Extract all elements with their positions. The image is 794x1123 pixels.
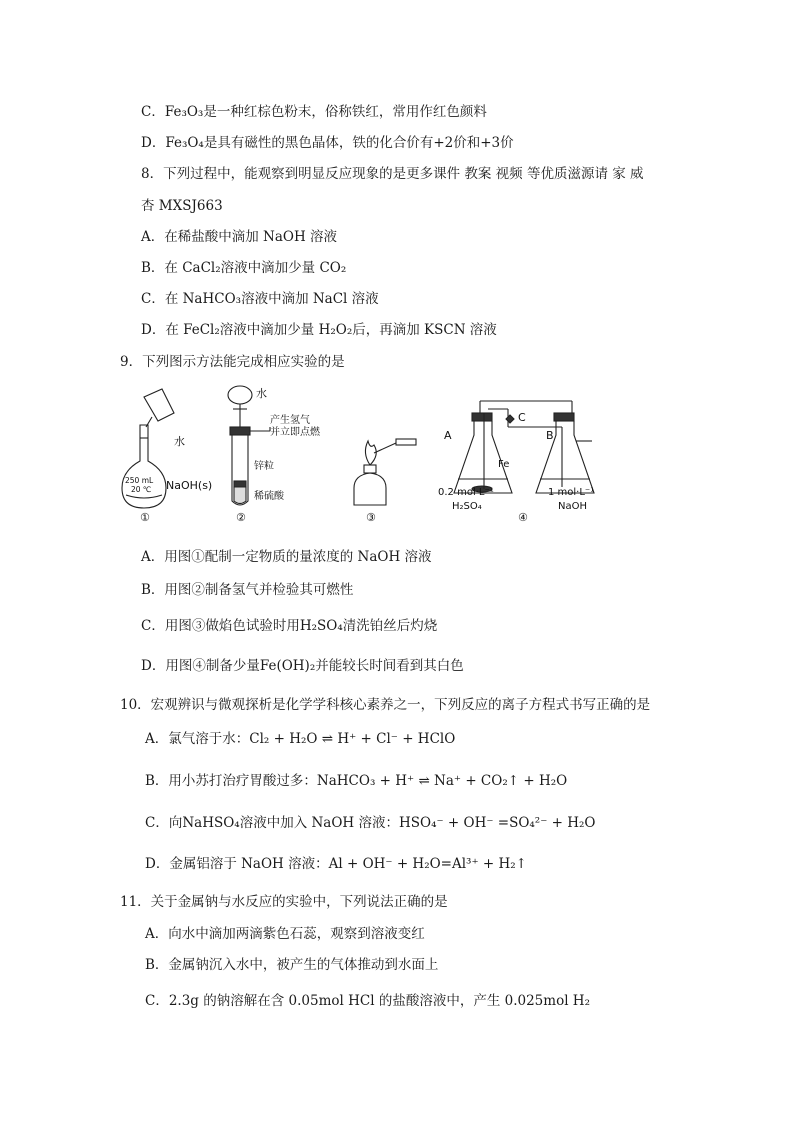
q10-option-c: C．向NaHSO₄溶液中加入 NaOH 溶液：HSO₄⁻ + OH⁻ =SO₄²⁻ + H₂O [145, 815, 596, 831]
volumetric-flask-icon [122, 425, 166, 508]
q8-stem: 8．下列过程中，能观察到明显反应现象的是更多课件 教案 视频 等优质滋源请 家 威 [141, 166, 644, 182]
beaker-icon [144, 389, 174, 427]
q7-option-d: D．Fe₃O₄是具有磁性的黑色晶体，铁的化合价有+2价和+3价 [141, 135, 514, 151]
clamp-c-icon [506, 415, 514, 423]
q9-stem: 9．下列图示方法能完成相应实验的是 [120, 354, 345, 370]
fig3-number: ③ [366, 511, 376, 523]
fig2-number: ② [236, 511, 246, 523]
q10-stem: 10．宏观辨识与微观探析是化学学科核心素养之一，下列反应的离子方程式书写正确的是 [120, 697, 651, 713]
fig2-water-label: 水 [256, 387, 267, 400]
q8-option-c: C．在 NaHCO₃溶液中滴加 NaCl 溶液 [141, 291, 379, 307]
q10-option-d: D．金属铝溶于 NaOH 溶液：Al + OH⁻ + H₂O=Al³⁺ + H₂↑ [145, 856, 527, 872]
conical-flask-b-icon [536, 413, 594, 493]
fig2-gas-label-2: 并立即点燃 [270, 427, 320, 438]
fig4-label-b: B [546, 429, 554, 442]
q11-option-b: B．金属钠沉入水中，被产生的气体推动到水面上 [145, 957, 439, 973]
conical-flask-a-icon [454, 401, 512, 493]
q10-option-b: B．用小苏打治疗胃酸过多：NaHCO₃ + H⁺ ⇌ Na⁺ + CO₂↑ + H₂O [145, 773, 568, 789]
fig4-sol-a: H₂SO₄ [452, 501, 482, 512]
fig2-zinc-label: 锌粒 [254, 461, 274, 472]
fig4-conc-b: 1 mol·L⁻¹ [548, 487, 595, 498]
q8-option-a: A．在稀盐酸中滴加 NaOH 溶液 [141, 229, 338, 245]
fig1-temp-label: 20 ℃ [131, 485, 152, 494]
q8-stem-cont: 杏 MXSJ663 [141, 198, 223, 214]
q11-option-a: A．向水中滴加两滴紫色石蕊，观察到溶液变红 [145, 926, 425, 942]
fig4-sol-b: NaOH [558, 501, 587, 512]
q8-option-d: D．在 FeCl₂溶液中滴加少量 H₂O₂后，再滴加 KSCN 溶液 [141, 322, 497, 338]
separatory-funnel-icon [228, 386, 252, 431]
fig4-conc-a: 0.2 mol·L⁻¹ [438, 487, 494, 498]
fig1-solid-label: NaOH(s) [166, 479, 213, 492]
fig4-fe-label: Fe [498, 459, 510, 470]
alcohol-lamp-icon [354, 439, 416, 505]
fig1-flask-label: 250 mL [125, 476, 154, 485]
q8-option-b: B．在 CaCl₂溶液中滴加少量 CO₂ [141, 260, 347, 276]
q9-option-b: B．用图②制备氢气并检验其可燃性 [141, 582, 354, 598]
fig4-number: ④ [518, 511, 528, 523]
q11-option-c: C．2.3g 的钠溶解在含 0.05mol HCl 的盐酸溶液中，产生 0.025mol H₂ [145, 993, 590, 1009]
q9-option-c: C．用图③做焰色试验时用H₂SO₄清洗铂丝后灼烧 [141, 618, 438, 634]
q9-apparatus-figure [118, 383, 678, 523]
q9-option-a: A．用图①配制一定物质的量浓度的 NaOH 溶液 [141, 549, 432, 565]
q9-option-d: D．用图④制备少量Fe(OH)₂并能较长时间看到其白色 [141, 658, 464, 674]
fig4-label-c: C [518, 411, 526, 424]
fig2-acid-label: 稀硫酸 [254, 491, 284, 502]
apparatus-diagram [118, 383, 678, 523]
q11-stem: 11．关于金属钠与水反应的实验中，下列说法正确的是 [120, 894, 448, 910]
fig4-label-a: A [444, 429, 452, 442]
fig1-water-label: 水 [174, 435, 185, 448]
fig2-gas-label-1: 产生氢气 [270, 415, 310, 426]
fig1-number: ① [140, 511, 150, 523]
q7-option-c: C．Fe₃O₃是一种红棕色粉末，俗称铁红，常用作红色颜料 [141, 104, 487, 120]
q10-option-a: A．氯气溶于水：Cl₂ + H₂O ⇌ H⁺ + Cl⁻ + HClO [145, 731, 456, 747]
